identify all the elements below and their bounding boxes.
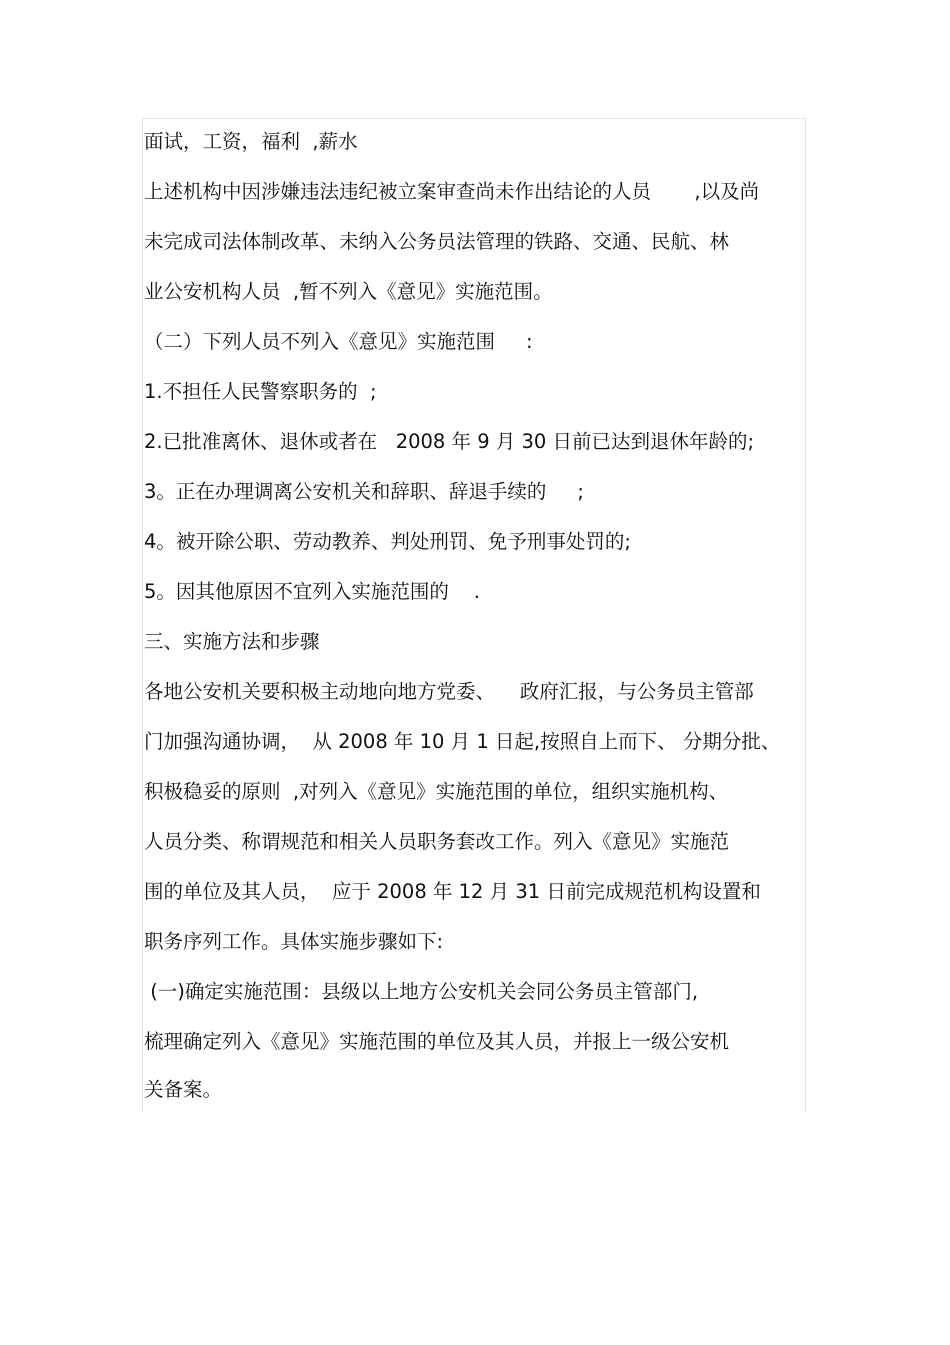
section-heading-3: 三、实施方法和步骤 [144,630,320,653]
text-line-3: 未完成司法体制改革、未纳入公务员法管理的铁路、交通、民航、林 [144,230,730,253]
list-item-3: 3。正在办理调离公安机关和辞职、辞退手续的 ; [144,480,584,503]
list-item-1: 1.不担任人民警察职务的 ; [144,380,377,403]
subsection-heading-1: (一)确定实施范围：县级以上地方公安机关会同公务员主管部门, [144,980,699,1003]
text-line-16: 围的单位及其人员， 应于 2008 年 12 月 31 日前完成规范机构设置和 [144,880,761,903]
text-line-4: 业公安机构人员 ,暂不列入《意见》实施范围。 [144,280,553,303]
text-line-17: 职务序列工作。具体实施步骤如下: [144,930,444,953]
list-item-5: 5。因其他原因不宜列入实施范围的 . [144,580,480,603]
text-line-2: 上述机构中因涉嫌违法违纪被立案审查尚未作出结论的人员 ,以及尚 [144,180,760,203]
text-line-19: 梳理确定列入《意见》实施范围的单位及其人员，并报上一级公安机 [144,1030,730,1053]
text-line-13: 门加强沟通协调， 从 2008 年 10 月 1 日起,按照自上而下、 分期分批、 [144,730,781,753]
text-line-1: 面试，工资，福利 ,薪水 [144,130,358,153]
content-frame [142,118,806,1112]
text-line-20: 关备案。 [144,1078,223,1101]
text-line-12: 各地公安机关要积极主动地向地方党委、 政府汇报，与公务员主管部 [144,680,754,703]
section-heading-2: （二）下列人员不列入《意见》实施范围 : [144,330,533,353]
list-item-4: 4。被开除公职、劳动教养、判处刑罚、免予刑事处罚的; [144,530,631,553]
text-line-15: 人员分类、称谓规范和相关人员职务套改工作。列入《意见》实施范 [144,830,730,853]
text-line-14: 积极稳妥的原则 ,对列入《意见》实施范围的单位，组织实施机构、 [144,780,729,803]
list-item-2: 2.已批准离休、退休或者在 2008 年 9 月 30 日前已达到退休年龄的; [144,430,755,453]
